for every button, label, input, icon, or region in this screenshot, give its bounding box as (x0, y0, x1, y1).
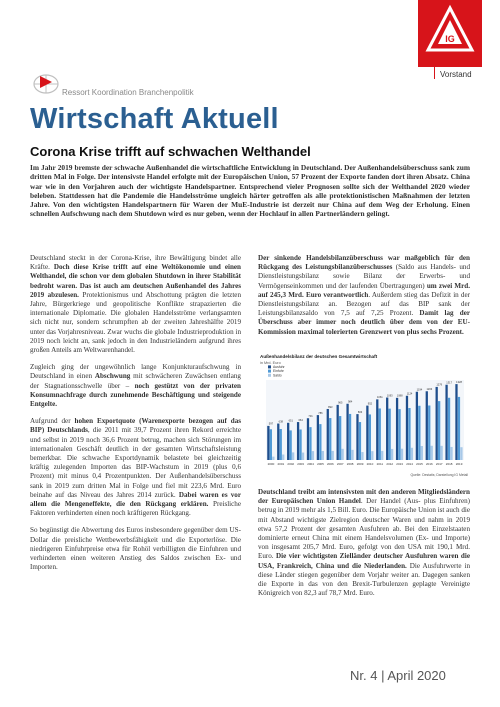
left-column (30, 254, 241, 581)
chart-bar (436, 387, 438, 460)
chart-bar (309, 427, 311, 460)
chart-bar (272, 457, 274, 460)
chart-tick-label: 2011 (376, 462, 384, 466)
chart-data-label: 1328 (456, 380, 462, 384)
chart-data-label: 965 (338, 401, 343, 405)
legend-swatch (268, 370, 271, 373)
chart-svg (258, 350, 470, 480)
left-paragraph-3 (30, 417, 241, 518)
chart-data-label: 1203 (426, 388, 433, 392)
text-run-bold: hohen Exportquote (Warenexporte bezogen auf das BIP) Deutschlands (30, 417, 241, 435)
chart-bar (359, 422, 361, 460)
chart-bar (351, 450, 353, 460)
page-subtitle: Corona Krise trifft auf schwachen Welthandel (30, 144, 311, 159)
chart-data-label: 638 (278, 420, 284, 424)
chart-tick-label: 2005 (317, 462, 324, 466)
chart-data-label: 1093 (386, 394, 393, 398)
chart-tick-label: 2007 (336, 462, 344, 466)
chart-bar (389, 409, 391, 460)
vorstand-label: Vorstand (440, 70, 472, 79)
chart-title: Außenhandelsbilanz der deutschen Gesamtwirtschaft (260, 354, 378, 359)
chart-data-label: 1088 (396, 394, 403, 398)
chart-bar (267, 426, 269, 460)
legend-swatch (268, 365, 271, 368)
text-run: Protektionismus und Abschottung prägten die letzten Jahre, Bürgerkriege und geopolitische Konflikte strapazierten die internationale Diplomatie. Die globalen Handelsströme verlangsamten sich nicht nur, sondern schrumpften ab der zweiten Jahreshälfte 2019 unter das Vorjahresniveau. Zwar wuchs die globale Industrieproduktion in 2019 noch leicht an, sank jedoch in den Industrieländern aufgrund ihres großen Anteils am Weltwarenhandel. (30, 290, 241, 355)
text-run-bold: um zwei Mrd. auf 245,3 Mrd. Euro verantwortlich (258, 281, 470, 299)
chart-data-label: 731 (308, 415, 313, 419)
chart-bar (341, 449, 343, 460)
chart-bar (421, 446, 423, 460)
chart-bar (398, 409, 400, 460)
legend-swatch (268, 374, 271, 377)
chart-bar (337, 405, 339, 460)
chart-tick-label: 2006 (327, 462, 334, 466)
chart-bar (329, 418, 331, 460)
chart-data-label: 984 (347, 400, 353, 404)
text-run: , die 2011 mit 39,7 Prozent ihren Rekord erreichte und selbst in 2019 noch 36,6 Prozent betrug, machen sich Störungen im internationalen Geschäft deutlich in der gesamten Wirtschaftsleistung bemerkbar. Die schwache Exportdynamik belastete bei gleichzeitig kräftig zulegenden Importen das BIP-Wachstum in 2019 (plus 0,6 Prozent) mit minus 0,4 Prozentpunkten. Der Außenhandelsüberschuss sank in 2019 zum dritten Mal in Folge und fiel mit 223,6 Mrd. Euro beinahe auf das Niveau des Jahres 2014 zurück. (30, 426, 241, 499)
chart-bar (371, 451, 373, 460)
text-run: mit schwächeren Zuwächsen entlang der Stagnationsschwelle über – (30, 372, 241, 390)
vorstand-divider (434, 67, 435, 79)
chart-bar (317, 415, 319, 460)
text-run: Die Ausfuhrwerte in diese Länder stiegen gegenüber dem Vorjahr weiter an. Dagegen sanken die Exporte in das von den Brexit-Turbulenzen geplagte Vereinigte Königreich von 82,3 auf 78,7 Mrd. Euro. (258, 561, 470, 598)
text-run: . Außerdem stieg das Defizit in der Dienstleistungsbilanz an. Bezogen auf das BIP sank der Leistungsbilanzsaldo von 7,5 auf 7,25 Prozent. (258, 290, 470, 318)
text-run-bold: Abschwung (94, 372, 131, 381)
chart-bar (438, 401, 440, 460)
chart-bar (280, 429, 282, 460)
logo-emblem-icon (424, 4, 476, 60)
ressort-globe-icon (32, 72, 60, 101)
chart-plot-area (266, 380, 464, 460)
page-title: Wirtschaft Aktuell (30, 103, 279, 135)
text-run: . Der Handel (Aus- plus Einfuhren) betrug in 2019 mehr als 1,5 Bill. Euro. Die Europäische Union ist auch die mit Abstand wichtigste Zielregion deutscher Waren und nahm in 2019 etwa 57,2 Prozent der gesamten Ausfuhren ab. Bei den Einzelstaaten dominierte erneut China mit einem Handelsvolumen (Ex- und Importe) von insgesamt 205,7 Mrd. Euro, gefolgt von den USA mit 190,1 Mrd. Euro. (258, 497, 470, 561)
chart-bar (460, 447, 462, 460)
trade-balance-chart (258, 350, 470, 480)
chart-bar (416, 392, 418, 460)
chart-bar (270, 429, 272, 460)
chart-bar (292, 452, 294, 460)
chart-bar (448, 398, 450, 460)
chart-bar (431, 446, 433, 460)
chart-tick-label: 2008 (346, 462, 354, 466)
chart-bar (455, 384, 457, 460)
chart-data-label: 952 (367, 402, 373, 406)
chart-bar (369, 414, 371, 460)
chart-data-label: 1317 (446, 381, 453, 385)
text-run-bold: Der sinkende Handelsbilanzüberschuss war maßgeblich für den Rückgang des Leistungsbilanzüberschusses (258, 254, 470, 272)
chart-bar (297, 422, 299, 460)
text-run-bold: Damit lag der Überschuss aber immer noch deutlich über dem von der EU-Kommission maximal tolerierten Grenzwert von plus sechs Prozent. (258, 309, 470, 336)
chart-data-label: 786 (318, 411, 323, 415)
left-paragraph-2 (30, 363, 241, 409)
chart-bar (277, 424, 279, 460)
chart-tick-label: 2010 (366, 462, 374, 466)
svg-text:IG: IG (445, 34, 455, 44)
chart-tick-label: 2014 (406, 462, 413, 466)
chart-source: Quelle: Destatis; Darstellung IG Metall (410, 473, 468, 477)
chart-bar (327, 409, 329, 460)
chart-bar (450, 447, 452, 460)
text-run: Preisliche Faktoren verhinderten einen noch kräftigeren Rückgang. (30, 500, 241, 518)
chart-bar (426, 391, 428, 460)
chart-bar (339, 416, 341, 460)
right-paragraph-2 (258, 488, 470, 598)
chart-bar (282, 455, 284, 460)
chart-bar (386, 398, 388, 460)
chart-bar (361, 452, 363, 460)
text-run: Deutschland steckt in der Corona-Krise, ihre Bewältigung bindet alle Kräfte. (30, 254, 241, 272)
chart-data-label: 1279 (436, 383, 443, 387)
chart-tick-label: 2004 (307, 462, 314, 466)
chart-bar (302, 453, 304, 460)
chart-tick-label: 2019 (455, 462, 463, 466)
chart-data-label: 803 (357, 410, 363, 414)
text-run-bold: noch gestützt von der privaten Konsumnachfrage durch zunehmende Beschäftigung und steigende Entgelte. (30, 381, 241, 409)
chart-bar (366, 406, 368, 460)
chart-tick-label: 2003 (297, 462, 304, 466)
chart-bar (307, 418, 309, 460)
chart-bar (391, 449, 393, 460)
right-column-bottom (258, 488, 470, 606)
chart-data-label: 1124 (406, 392, 413, 396)
chart-bar (401, 449, 403, 460)
chart-tick-label: 2002 (287, 462, 295, 466)
lead-paragraph: Im Jahr 2019 bremste der schwache Außenhandel die wirtschaftliche Entwicklung in Deutschland. Der Außenhandelsüberschuss sank zum dritten Mal in Folge. Der intensivste Handel erfolgte mit der Europäischen Union, 57 Prozent der Exporte fanden dort ihren Absatz. China war wie in den Vorjahren auch der wichtigste Handelspartner. Entsprechend vieler Prognosen sollte sich der Welthandel 2020 wieder beleben. Stattdessen hat die Pandemie die Handelsströme ungleich härter getroffen als alle protektionistischen Maßnahmen der letzten Jahre. Von den wichtigsten Handelspartnern für Waren der MuE-Industrie ist derzeit nur China auf dem Weg der Erholung. Einen schnellen Aufschwung nach dem Shutdown wird es nur geben, wenn der Hochlauf in allen Partnerländern gelingt. (30, 163, 470, 219)
chart-bar (376, 399, 378, 460)
text-run-bold: Dabei waren es vor allem die Mengeneffekte, die den Rückgang erklären. (30, 490, 241, 509)
chart-bar (379, 408, 381, 460)
text-run-bold: Doch diese Krise trifft auf eine Weltökonomie und einen Welthandel, die schon vor dem globalen Shutdown in ihrer Stabilität bedroht waren. Das ist auch am deutschen Außenhandel des Jahres 2019 abzulesen. (30, 263, 241, 299)
ressort-label: Ressort Koordination Branchenpolitik (62, 88, 194, 97)
text-run: (Saldo aus Handels- und Dienstleistungsbilanz sowie Bilanz der Erwerbs- und Vermögenseinkommen und der laufenden Übertragungen) (258, 263, 470, 290)
chart-tick-label: 2013 (396, 462, 403, 466)
left-paragraph-4: So begünstigt die Abwertung des Euros insbesondere gegenüber dem US-Dollar die preisliche Wettbewerbsfähigkeit und die Exporterlöse. Die niedrigeren Einfuhrpreise etwa für Rohöl verbilligten die Einfuhren und verhinderten einen weiteren Anstieg des Saldos zwischen Ex- und Importen. (30, 526, 241, 572)
chart-bar (418, 406, 420, 460)
chart-tick-label: 2012 (386, 462, 394, 466)
chart-bar (322, 451, 324, 460)
ig-metall-logo (418, 0, 482, 67)
chart-bar (312, 451, 314, 460)
chart-data-label: 597 (268, 422, 274, 426)
chart-bar (349, 414, 351, 460)
chart-bar (319, 424, 321, 460)
chart-data-label: 893 (328, 405, 333, 409)
chart-bar (411, 448, 413, 460)
chart-tick-label: 2001 (277, 462, 285, 466)
chart-bar (332, 451, 334, 460)
chart-bar (408, 408, 410, 460)
text-run-bold: Deutschland treibt am intensivsten mit den anderen Mitgliedsländern der Europäischen Union Handel (258, 488, 470, 506)
issue-number: Nr. 4 | April 2020 (350, 668, 446, 683)
chart-bar (406, 396, 408, 460)
chart-tick-label: 2015 (416, 462, 423, 466)
chart-data-label: 651 (288, 419, 293, 423)
legend-label: Saldo (273, 373, 282, 378)
chart-bar (428, 405, 430, 460)
legend-label: Einfuhr (273, 369, 284, 374)
chart-tick-label: 2016 (426, 462, 433, 466)
chart-bar (445, 385, 447, 460)
chart-unit: in Mrd. Euro (260, 361, 281, 365)
text-run: Aufgrund der (30, 417, 75, 426)
chart-bar (440, 446, 442, 460)
chart-tick-label: 2009 (356, 462, 364, 466)
right-paragraph-1 (258, 254, 470, 337)
chart-data-label: 1061 (376, 396, 383, 400)
chart-bar (356, 414, 358, 460)
chart-bar (299, 429, 301, 460)
left-paragraph-1 (30, 254, 241, 355)
text-run-bold: Die vier wichtigsten Zielländer deutscher Ausfuhren waren die USA, Frankreich, China und die Niederlanden. (258, 552, 470, 570)
chart-tick-label: 2017 (435, 462, 443, 466)
chart-bar (381, 451, 383, 460)
chart-bar (346, 404, 348, 460)
chart-bar (290, 430, 292, 460)
text-run: Zugleich ging der ungewöhnlich lange Konjunkturaufschwung in Deutschland in einen (30, 363, 241, 381)
chart-tick-label: 2000 (267, 462, 275, 466)
chart-bar (287, 423, 289, 460)
chart-data-label: 1194 (416, 388, 423, 392)
chart-data-label: 664 (298, 418, 303, 422)
right-column-top (258, 254, 470, 345)
legend-label: Ausfuhr (273, 365, 285, 369)
chart-tick-label: 2018 (445, 462, 453, 466)
chart-bar (458, 397, 460, 460)
chart-bar (396, 398, 398, 460)
